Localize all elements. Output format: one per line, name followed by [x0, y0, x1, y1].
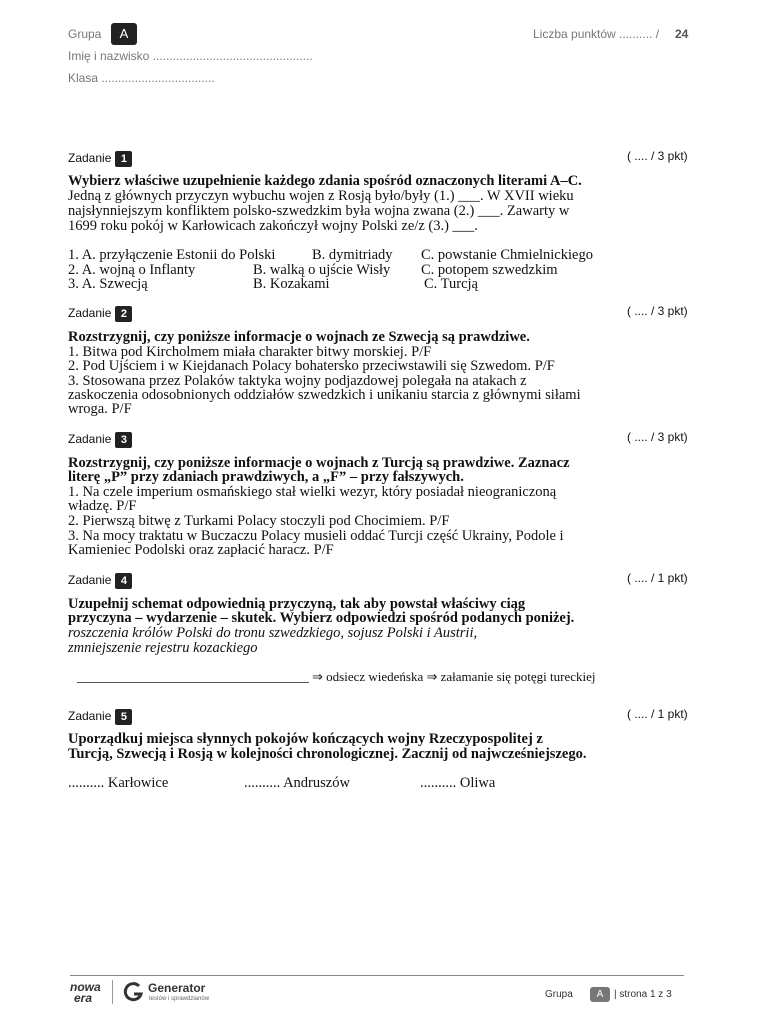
footer-separator — [112, 980, 113, 1004]
task-label: Zadanie — [68, 709, 112, 724]
task-2-title: Rozstrzygnij, czy poniższe informacje o wojnach ze Szwecją są prawdziwe. — [68, 329, 530, 345]
task-3-line: władzę. P/F — [68, 498, 137, 514]
task-1-points: ( .... / 3 pkt) — [627, 149, 688, 163]
task-2-line: 1. Bitwa pod Kircholmem miała charakter bitwy morskiej. P/F — [68, 344, 432, 360]
task-1-option: 3. A. Szwecją — [68, 276, 148, 292]
task-label: Zadanie — [68, 573, 112, 588]
task-2-line: 3. Stosowana przez Polaków taktyka wojny podjazdowej polegała na atakach z — [68, 373, 527, 389]
task-label: Zadanie — [68, 306, 112, 321]
task-1-line: Jedną z głównych przyczyn wybuchu wojen z Rosją było/były (1.) ___. W XVII wieku — [68, 188, 574, 204]
task-4-header — [68, 573, 132, 589]
logo-text: era — [74, 991, 93, 1005]
task-5-title: Uporządkuj miejsca słynnych pokojów kończących wojny Rzeczypospolitej z — [68, 731, 543, 747]
task-3-title: Rozstrzygnij, czy poniższe informacje o wojnach z Turcją są prawdziwe. Zaznacz — [68, 455, 570, 471]
task-1-option: B. dymitriady — [312, 247, 393, 263]
task-3-header — [68, 432, 132, 448]
task-3-line: 3. Na mocy traktatu w Buczaczu Polacy musieli oddać Turcji część Ukrainy, Podole i — [68, 528, 564, 544]
task-5-answer[interactable]: .......... Andruszów — [244, 775, 350, 791]
task-1-line: 1699 roku pokój w Karłowicach zakończył wojny Polski ze/z (3.) ___. — [68, 218, 478, 234]
footer-group-label: Grupa — [545, 989, 573, 1000]
task-2-line: zaskoczenia odosobnionych oddziałów szwedzkich i unikaniu starcia z głównymi siłami — [68, 387, 581, 403]
generator-logo-icon — [122, 981, 144, 1003]
answer-blank-line[interactable] — [77, 682, 309, 683]
task-5-answer[interactable]: .......... Karłowice — [68, 775, 169, 791]
logo-text: nowa — [70, 980, 101, 994]
task-4-title: przyczyna – wydarzenie – skutek. Wybierz odpowiedzi spośród podanych poniżej. — [68, 610, 575, 626]
task-3-points: ( .... / 3 pkt) — [627, 430, 688, 444]
footer-group-badge: A — [590, 987, 610, 1002]
group-badge: A — [111, 23, 137, 45]
task-1-line: najsłynniejszym konfliktem polsko-szwedzkim była wojna zwana (2.) ___. Zawarty w — [68, 203, 570, 219]
task-4-scheme: ⇒ odsiecz wiedeńska ⇒ załamanie się potęgi tureckiej — [312, 669, 596, 684]
name-field[interactable]: Imię i nazwisko ................................................ — [68, 49, 313, 63]
task-number: 4 — [115, 573, 132, 589]
task-4-points: ( .... / 1 pkt) — [627, 571, 688, 585]
page-number: | strona 1 z 3 — [614, 989, 672, 1000]
task-2-header — [68, 306, 132, 322]
group-label: Grupa — [68, 27, 102, 41]
footer-divider — [70, 975, 684, 976]
class-field[interactable]: Klasa .................................. — [68, 71, 215, 85]
task-number: 5 — [115, 709, 132, 725]
task-1-option: B. walką o ujście Wisły — [253, 262, 391, 278]
task-1-option: C. potopem szwedzkim — [421, 262, 558, 278]
task-2-line: 2. Pod Ujściem i w Kiejdanach Polacy bohatersko przeciwstawili się Szwedom. P/F — [68, 358, 555, 374]
generator-subtitle: testów i sprawdzianów — [149, 996, 210, 1002]
task-3-title: literę „P” przy zdaniach prawdziwych, a „F” – przy fałszywych. — [68, 469, 464, 485]
task-4-options: roszczenia królów Polski do tronu szwedzkiego, sojusz Polski i Austrii, — [68, 625, 478, 641]
task-3-line: 1. Na czele imperium osmańskiego stał wielki wezyr, który posiadał nieograniczoną — [68, 484, 557, 500]
task-5-points: ( .... / 1 pkt) — [627, 707, 688, 721]
task-3-line: 2. Pierwszą bitwę z Turkami Polacy stoczyli pod Chocimiem. P/F — [68, 513, 450, 529]
task-1-option: 2. A. wojną o Inflanty — [68, 262, 196, 278]
task-5-answer[interactable]: .......... Oliwa — [420, 775, 496, 791]
task-3-line: Kamieniec Podolski oraz zapłacić haracz. P/F — [68, 542, 334, 558]
task-4-options: zmniejszenie rejestru kozackiego — [68, 640, 258, 656]
task-label: Zadanie — [68, 432, 112, 447]
task-2-line: wroga. P/F — [68, 401, 132, 417]
task-1-option: B. Kozakami — [253, 276, 330, 292]
task-2-points: ( .... / 3 pkt) — [627, 304, 688, 318]
nowa-era-logo — [70, 982, 101, 1004]
task-1-option: C. powstanie Chmielnickiego — [421, 247, 593, 263]
task-number: 2 — [115, 306, 132, 322]
task-1-option: 1. A. przyłączenie Estonii do Polski — [68, 247, 276, 263]
task-1-option: C. Turcją — [424, 276, 478, 292]
task-4-title: Uzupełnij schemat odpowiednią przyczyną, tak aby powstał właściwy ciąg — [68, 596, 526, 612]
task-label: Zadanie — [68, 151, 112, 166]
task-1-header — [68, 151, 132, 167]
generator-title: Generator — [148, 981, 206, 995]
task-5-header — [68, 709, 132, 725]
task-5-title: Turcją, Szwecją i Rosją w kolejności chronologicznej. Zacznij od najwcześniejszego. — [68, 746, 587, 762]
task-1-title: Wybierz właściwe uzupełnienie każdego zdania spośród oznaczonych literami A–C. — [68, 173, 582, 189]
task-number: 3 — [115, 432, 132, 448]
points-label: Liczba punktów .......... / — [533, 27, 660, 41]
points-max: 24 — [675, 27, 689, 41]
task-number: 1 — [115, 151, 132, 167]
